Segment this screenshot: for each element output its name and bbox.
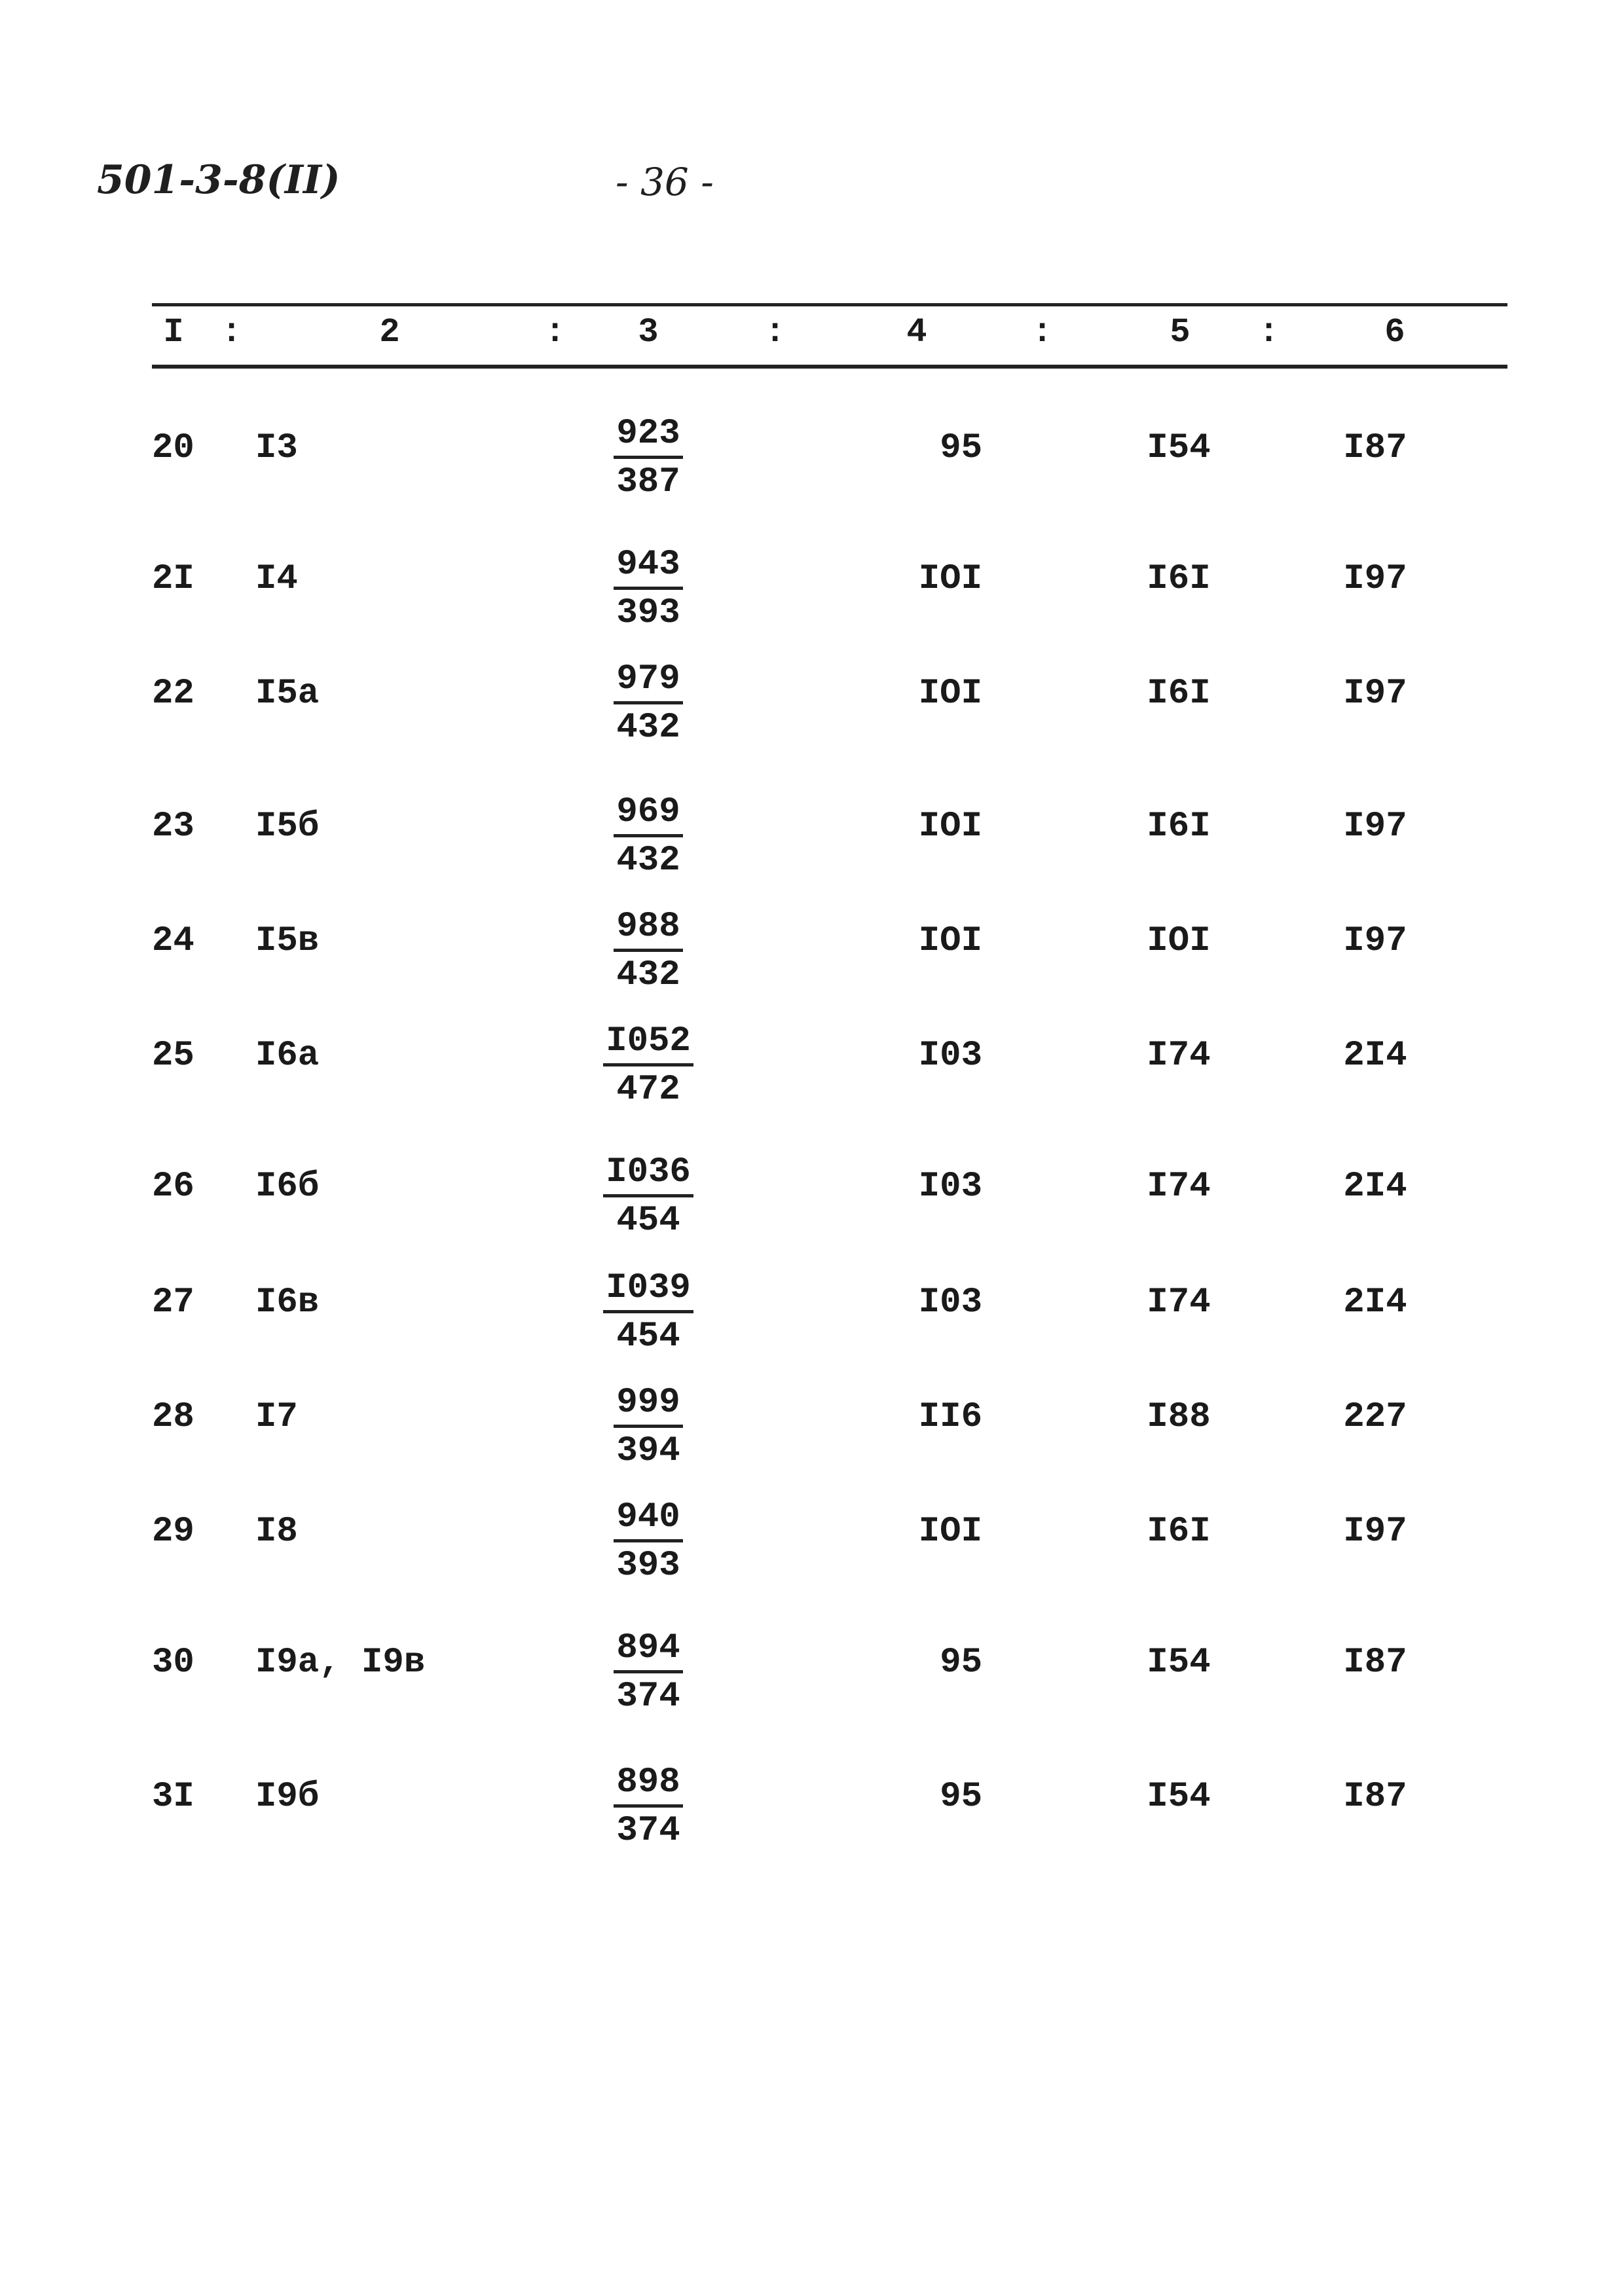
column-5-value: I74 xyxy=(1147,1167,1211,1207)
column-6-value: I87 xyxy=(1343,1643,1407,1683)
column-4-value: I03 xyxy=(918,1167,982,1207)
column-header-2: 2 xyxy=(379,313,400,352)
row-number: 3I xyxy=(152,1777,194,1817)
row-label: I6в xyxy=(255,1283,320,1322)
fraction-numerator: I052 xyxy=(603,1020,693,1066)
fraction-denominator: 454 xyxy=(616,1201,680,1241)
fraction-numerator: I036 xyxy=(603,1151,693,1197)
row-label: I5a xyxy=(255,674,320,714)
row-number: 22 xyxy=(152,674,194,714)
fraction-denominator: 472 xyxy=(616,1070,680,1110)
column-separator: : xyxy=(1032,313,1053,352)
column-6-value: I97 xyxy=(1343,559,1407,599)
column-5-value: I88 xyxy=(1147,1397,1211,1437)
column-4-value: II6 xyxy=(918,1397,982,1437)
row-number: 24 xyxy=(152,921,194,961)
fraction-numerator: 969 xyxy=(614,791,682,837)
row-number: 29 xyxy=(152,1512,194,1552)
fraction-denominator: 394 xyxy=(616,1431,680,1471)
fraction-cell xyxy=(576,1267,720,1360)
column-4-value: I03 xyxy=(918,1036,982,1076)
column-4-value: I03 xyxy=(918,1283,982,1322)
row-label: I5б xyxy=(255,807,320,847)
row-label: I7 xyxy=(255,1397,298,1437)
column-separator: : xyxy=(765,313,786,352)
document-code: 501-3-8(II) xyxy=(97,157,341,203)
table-row xyxy=(0,1151,1624,1262)
row-label: I3 xyxy=(255,428,298,468)
table-row xyxy=(0,1381,1624,1493)
row-number: 23 xyxy=(152,807,194,847)
column-5-value: I74 xyxy=(1147,1283,1211,1322)
column-6-value: 2I4 xyxy=(1343,1167,1407,1207)
fraction-cell xyxy=(576,658,720,752)
fraction-denominator: 454 xyxy=(616,1317,680,1357)
column-5-value: I54 xyxy=(1147,1643,1211,1683)
fraction-denominator: 393 xyxy=(616,593,680,633)
column-6-value: 227 xyxy=(1343,1397,1407,1437)
fraction-numerator: 898 xyxy=(614,1761,682,1808)
column-6-value: I97 xyxy=(1343,674,1407,714)
column-6-value: I87 xyxy=(1343,1777,1407,1817)
row-label: I4 xyxy=(255,559,298,599)
column-separator: : xyxy=(1259,313,1280,352)
row-number: 2I xyxy=(152,559,194,599)
column-4-value: 95 xyxy=(940,1777,982,1817)
row-number: 30 xyxy=(152,1643,194,1683)
column-6-value: 2I4 xyxy=(1343,1283,1407,1322)
fraction-cell xyxy=(576,1627,720,1721)
table-row xyxy=(0,543,1624,655)
fraction-denominator: 374 xyxy=(616,1677,680,1717)
fraction-denominator: 387 xyxy=(616,462,680,502)
row-label: I8 xyxy=(255,1512,298,1552)
fraction-cell xyxy=(576,905,720,999)
table-row xyxy=(0,412,1624,524)
column-5-value: IOI xyxy=(1147,921,1211,961)
fraction-numerator: 940 xyxy=(614,1496,682,1542)
row-label: I9б xyxy=(255,1777,320,1817)
fraction-denominator: 374 xyxy=(616,1811,680,1851)
column-5-value: I54 xyxy=(1147,428,1211,468)
column-4-value: IOI xyxy=(918,559,982,599)
fraction-cell xyxy=(576,1020,720,1114)
fraction-numerator: 979 xyxy=(614,658,682,704)
table-row xyxy=(0,1627,1624,1738)
fraction-cell xyxy=(576,1496,720,1590)
fraction-numerator: 943 xyxy=(614,543,682,590)
fraction-denominator: 432 xyxy=(616,955,680,995)
column-4-value: IOI xyxy=(918,921,982,961)
fraction-cell xyxy=(576,543,720,637)
table-top-rule xyxy=(152,303,1507,306)
table-row xyxy=(0,1761,1624,1872)
column-5-value: I6I xyxy=(1147,559,1211,599)
column-6-value: I97 xyxy=(1343,921,1407,961)
column-4-value: IOI xyxy=(918,674,982,714)
row-number: 26 xyxy=(152,1167,194,1207)
fraction-cell xyxy=(576,1151,720,1245)
fraction-cell xyxy=(576,1381,720,1475)
column-header-6: 6 xyxy=(1384,313,1405,352)
fraction-cell xyxy=(576,1761,720,1855)
column-header-5: 5 xyxy=(1170,313,1190,352)
fraction-cell xyxy=(576,791,720,884)
row-label: I9a, I9в xyxy=(255,1643,426,1683)
column-separator: : xyxy=(545,313,566,352)
column-header-3: 3 xyxy=(638,313,659,352)
row-label: I6б xyxy=(255,1167,320,1207)
page-number: - 36 - xyxy=(616,160,714,204)
column-6-value: I97 xyxy=(1343,1512,1407,1552)
table-row xyxy=(0,1496,1624,1607)
fraction-numerator: 894 xyxy=(614,1627,682,1673)
row-number: 28 xyxy=(152,1397,194,1437)
fraction-denominator: 432 xyxy=(616,708,680,748)
column-6-value: I97 xyxy=(1343,807,1407,847)
table-header-rule xyxy=(152,365,1507,369)
column-5-value: I54 xyxy=(1147,1777,1211,1817)
table-row xyxy=(0,1267,1624,1378)
column-separator: : xyxy=(221,313,242,352)
table-row xyxy=(0,905,1624,1017)
row-number: 25 xyxy=(152,1036,194,1076)
column-5-value: I6I xyxy=(1147,1512,1211,1552)
row-number: 20 xyxy=(152,428,194,468)
fraction-cell xyxy=(576,412,720,506)
row-number: 27 xyxy=(152,1283,194,1322)
column-6-value: I87 xyxy=(1343,428,1407,468)
column-5-value: I6I xyxy=(1147,807,1211,847)
table-row xyxy=(0,658,1624,769)
fraction-denominator: 393 xyxy=(616,1546,680,1586)
table-row xyxy=(0,791,1624,902)
fraction-numerator: I039 xyxy=(603,1267,693,1313)
column-4-value: IOI xyxy=(918,1512,982,1552)
column-6-value: 2I4 xyxy=(1343,1036,1407,1076)
column-4-value: 95 xyxy=(940,1643,982,1683)
column-5-value: I6I xyxy=(1147,674,1211,714)
column-5-value: I74 xyxy=(1147,1036,1211,1076)
column-header-4: 4 xyxy=(906,313,927,352)
column-4-value: IOI xyxy=(918,807,982,847)
fraction-denominator: 432 xyxy=(616,841,680,881)
row-label: I5в xyxy=(255,921,320,961)
column-header-1: I xyxy=(163,313,184,352)
row-label: I6a xyxy=(255,1036,320,1076)
fraction-numerator: 923 xyxy=(614,412,682,459)
column-4-value: 95 xyxy=(940,428,982,468)
table-row xyxy=(0,1020,1624,1131)
fraction-numerator: 988 xyxy=(614,905,682,952)
fraction-numerator: 999 xyxy=(614,1381,682,1428)
